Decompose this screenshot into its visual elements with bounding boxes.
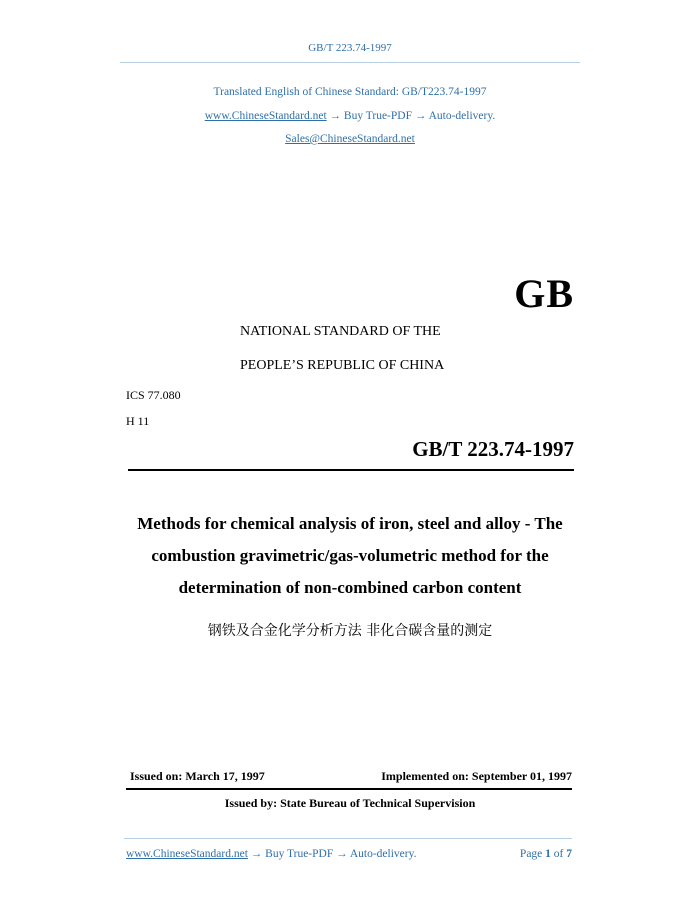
header-divider: [120, 62, 580, 63]
standard-number-rule: [128, 469, 574, 471]
standard-number: GB/T 223.74-1997: [412, 437, 574, 461]
title-line-2: combustion gravimetric/gas-volumetric method for the: [151, 546, 549, 565]
page-label: Page: [519, 848, 543, 860]
gb-logo: GB: [514, 271, 574, 316]
national-standard-line1: NATIONAL STANDARD OF THE: [240, 324, 441, 339]
implemented-on-date: Implemented on: September 01, 1997: [381, 769, 572, 783]
footer-site-link[interactable]: www.ChineseStandard.net: [126, 848, 248, 860]
document-title: [0, 508, 700, 604]
page-current: 1: [545, 848, 551, 860]
running-header: GB/T 223.74-1997: [308, 42, 392, 54]
title-line-3: determination of non-combined carbon content: [178, 578, 522, 597]
translation-notice: Translated English of Chinese Standard: GB/T223.74-1997: [213, 86, 487, 98]
national-standard-line2: PEOPLE’S REPUBLIC OF CHINA: [240, 358, 445, 373]
page-total: 7: [566, 848, 572, 860]
chinese-title: 钢铁及合金化学分析方法 非化合碳含量的测定: [207, 623, 493, 639]
purchase-line: [0, 110, 700, 122]
issued-on-date: Issued on: March 17, 1997: [130, 769, 265, 783]
site-link[interactable]: www.ChineseStandard.net: [204, 110, 327, 122]
ics-code: ICS 77.080: [126, 388, 181, 402]
sales-line: [0, 133, 700, 145]
sales-email-link[interactable]: Sales@ChineseStandard.net: [285, 133, 415, 145]
footer-purchase-line: [126, 848, 416, 860]
page-of: of: [553, 848, 564, 860]
footer-divider: [124, 838, 572, 839]
page-indicator: [520, 848, 572, 860]
purchase-text: → Buy True-PDF → Auto-delivery.: [326, 110, 496, 122]
issuing-authority: Issued by: State Bureau of Technical Supervision: [224, 796, 476, 810]
title-line-1: Methods for chemical analysis of iron, steel and alloy - The: [137, 514, 563, 533]
footer-purchase-text: → Buy True-PDF → Auto-delivery.: [247, 848, 417, 860]
ccs-code: H 11: [126, 414, 150, 428]
dates-rule: [126, 788, 572, 790]
